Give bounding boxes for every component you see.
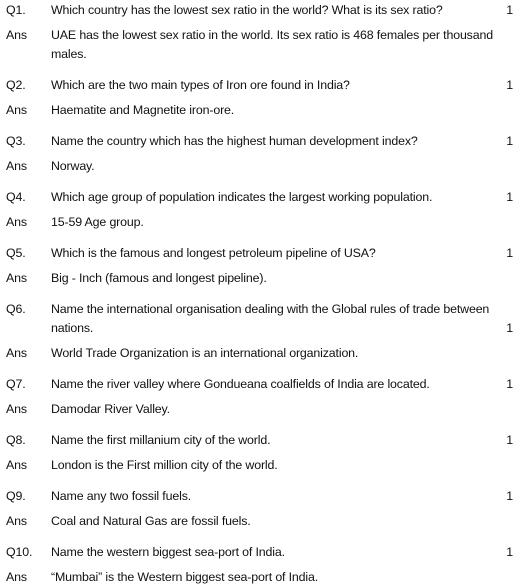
question-row-9 (0, 487, 521, 506)
question-row-8 (0, 431, 521, 450)
question-text: Which age group of population indicates the largest working population. (51, 190, 433, 204)
question-row-7 (0, 375, 521, 394)
answer-label: Ans (6, 103, 27, 117)
answer-row-6 (0, 344, 521, 363)
answer-label: Ans (6, 514, 27, 528)
question-text: Which is the famous and longest petroleum pipeline of USA? (51, 246, 376, 260)
question-marks: 1 (506, 433, 513, 447)
answer-label: Ans (6, 570, 27, 584)
question-text-block (51, 300, 513, 338)
answer-text: Big - Inch (famous and longest pipeline). (51, 271, 267, 285)
answer-label: Ans (6, 346, 27, 360)
answer-text: Norway. (51, 159, 95, 173)
answer-row-7 (0, 400, 521, 419)
answer-label: Ans (6, 402, 27, 416)
question-number: Q6. (6, 302, 26, 316)
question-number: Q7. (6, 377, 26, 391)
answer-text: Damodar River Valley. (51, 402, 170, 416)
answer-text: London is the First million city of the world. (51, 458, 278, 472)
answer-row-5 (0, 269, 521, 288)
question-marks: 1 (506, 545, 513, 559)
answer-label: Ans (6, 271, 27, 285)
answer-row-8 (0, 456, 521, 475)
answer-row-3 (0, 157, 521, 176)
answer-text: “Mumbai” is the Western biggest sea-port of India. (51, 570, 319, 584)
question-number: Q8. (6, 433, 26, 447)
answer-label: Ans (6, 215, 27, 229)
question-row-10 (0, 543, 521, 562)
question-text: Name the first millanium city of the world. (51, 433, 271, 447)
question-marks: 1 (506, 246, 513, 260)
question-marks: 1 (506, 134, 513, 148)
question-marks: 1 (506, 489, 513, 503)
answer-label: Ans (6, 458, 27, 472)
answer-text: World Trade Organization is an international organization. (51, 346, 359, 360)
answer-row-1 (0, 26, 521, 64)
answer-row-10 (0, 568, 521, 587)
question-row-2 (0, 76, 521, 95)
answer-text: UAE has the lowest sex ratio in the world. Its sex ratio is 468 females per thousand males. (51, 28, 493, 61)
question-marks: 1 (506, 78, 513, 92)
question-row-1 (0, 1, 521, 20)
question-number: Q3. (6, 134, 26, 148)
answer-text: Coal and Natural Gas are fossil fuels. (51, 514, 251, 528)
question-text: Name the river valley where Gondueana coalfields of India are located. (51, 377, 430, 391)
question-text-line-2: nations. (51, 321, 94, 335)
question-text-line-1: Name the international organisation dealing with the Global rules of trade between (51, 302, 490, 316)
answer-row-2 (0, 101, 521, 120)
question-row-4 (0, 188, 521, 207)
question-marks: 1 (506, 321, 513, 335)
question-marks: 1 (506, 377, 513, 391)
question-marks: 1 (506, 190, 513, 204)
answer-text: 15-59 Age group. (51, 215, 144, 229)
question-text: Name the western biggest sea-port of India. (51, 545, 285, 559)
answer-label: Ans (6, 159, 27, 173)
answer-text: Haematite and Magnetite iron-ore. (51, 103, 235, 117)
question-text: Which country has the lowest sex ratio in the world? What is its sex ratio? (51, 3, 443, 17)
question-number: Q4. (6, 190, 26, 204)
question-row-6 (0, 300, 521, 338)
answer-row-9 (0, 512, 521, 531)
question-text: Name any two fossil fuels. (51, 489, 192, 503)
question-row-3 (0, 132, 521, 151)
question-marks: 1 (506, 3, 513, 17)
question-number: Q2. (6, 78, 26, 92)
question-number: Q10. (6, 545, 33, 559)
answer-label: Ans (6, 28, 27, 42)
question-row-5 (0, 244, 521, 263)
question-text: Name the country which has the highest human development index? (51, 134, 418, 148)
question-number: Q9. (6, 489, 26, 503)
question-number: Q5. (6, 246, 26, 260)
question-number: Q1. (6, 3, 26, 17)
question-text: Which are the two main types of Iron ore found in India? (51, 78, 350, 92)
answer-row-4 (0, 213, 521, 232)
